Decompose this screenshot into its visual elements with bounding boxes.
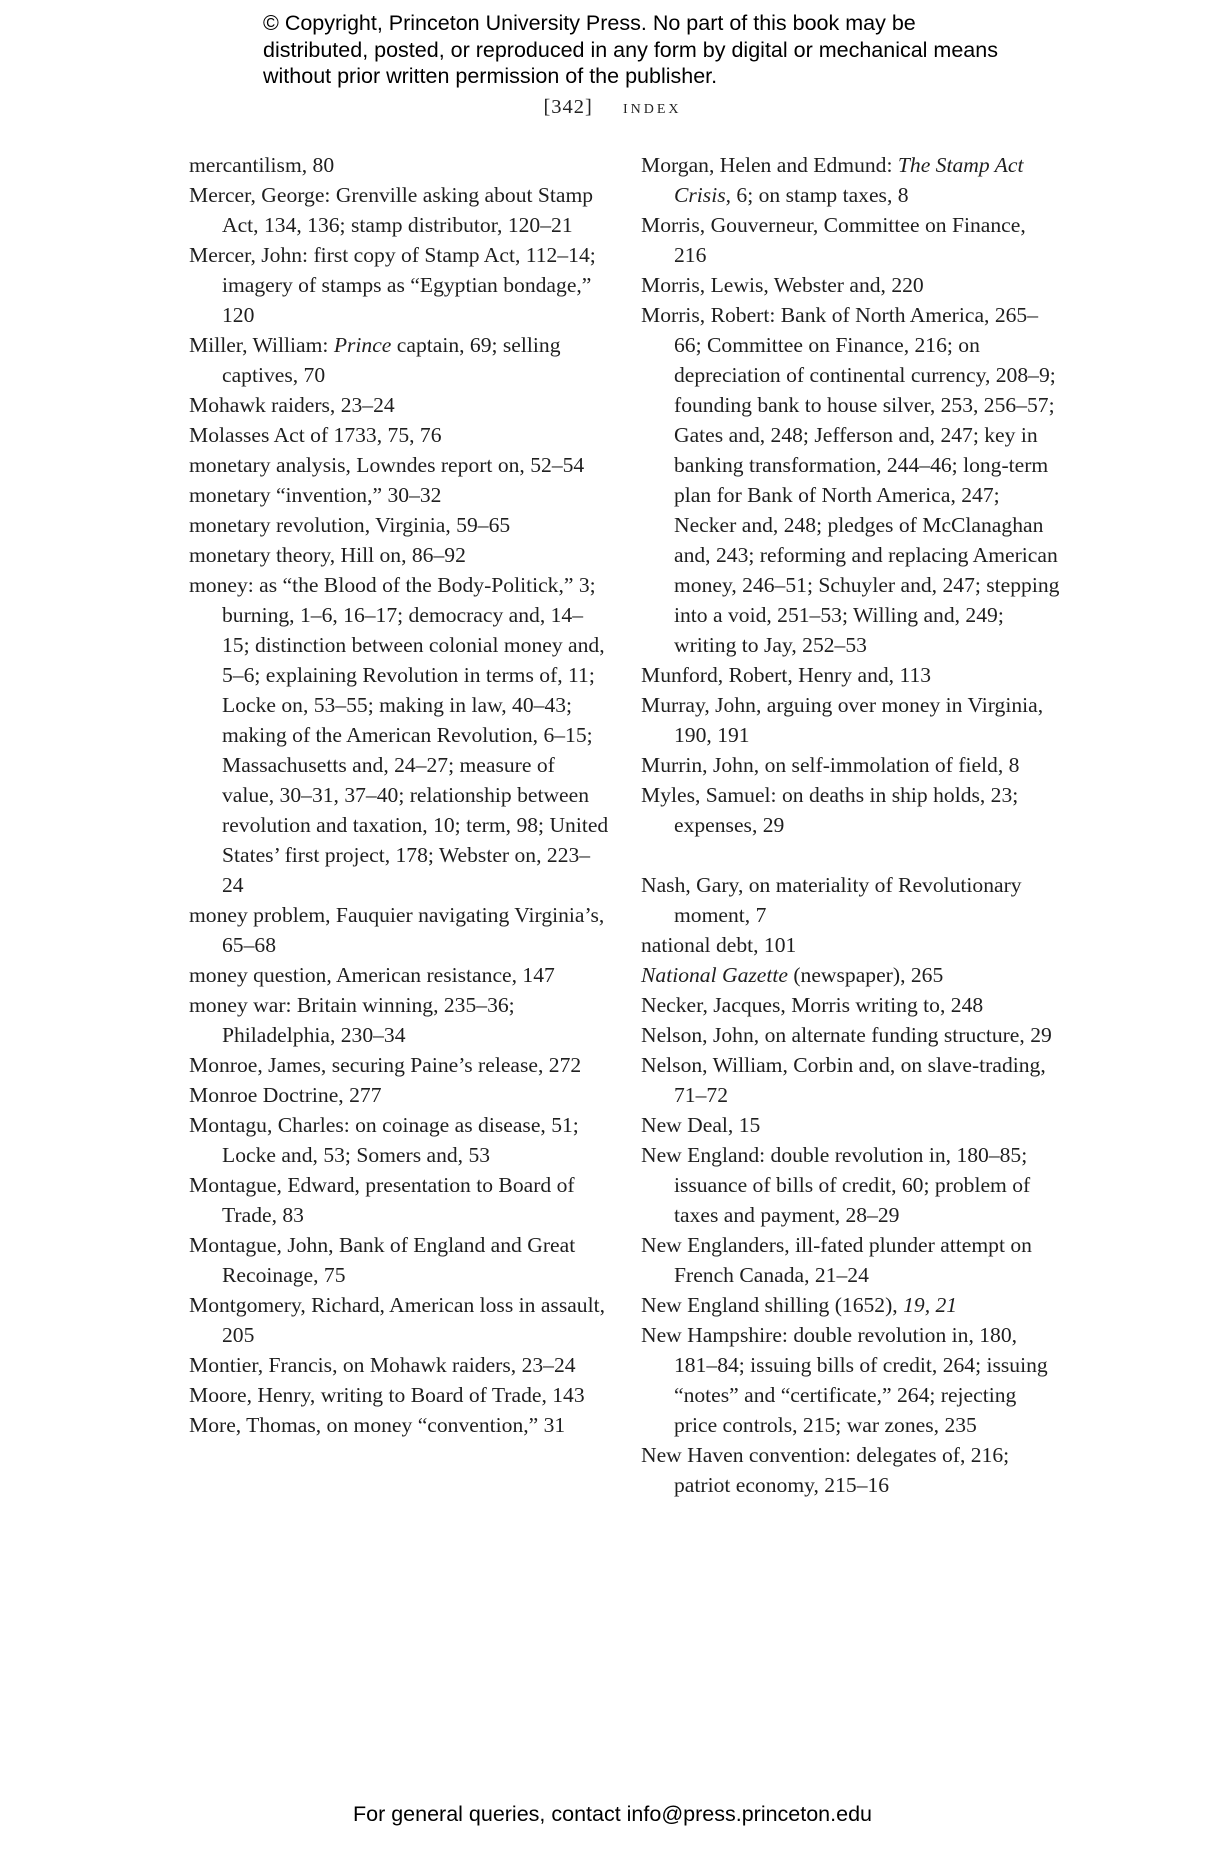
index-entry-text: monetary “invention,” 30–32 — [189, 483, 442, 507]
index-entry — [189, 180, 609, 240]
index-entry — [641, 1050, 1061, 1110]
index-entry-text: money problem, Fauquier navigating Virginia’s, 65–68 — [189, 903, 605, 957]
index-entry-text: Morris, Robert: Bank of North America, 265–66; Committee on Finance, 216; on depreciation of continental currency, 208–9; founding bank to house silver, 253, 256–57; Gates and, 248; Jefferson and, 247; key in banking transformation, 244–46; long-term plan for Bank of North America, 247; Necker and, 248; pledges of McClanaghan and, 243; reforming and replacing American money, 246–51; Schuyler and, 247; stepping into a void, 251–53; Willing and, 249; writing to Jay, 252–53 — [641, 303, 1060, 657]
index-entry — [641, 1110, 1061, 1140]
index-entry-text: New Englanders, ill-fated plunder attempt on French Canada, 21–24 — [641, 1233, 1032, 1287]
index-entry-text: monetary theory, Hill on, 86–92 — [189, 543, 466, 567]
index-entry-text: monetary revolution, Virginia, 59–65 — [189, 513, 511, 537]
index-entry — [641, 150, 1061, 210]
index-entry — [189, 390, 609, 420]
index-entry — [189, 960, 609, 990]
index-entry-text: Morgan, Helen and Edmund: — [641, 153, 898, 177]
index-entry-text: New England shilling (1652), — [641, 1293, 904, 1317]
index-entry — [189, 420, 609, 450]
running-head — [0, 96, 1225, 119]
index-entry — [189, 1410, 609, 1440]
index-entry-text: money question, American resistance, 147 — [189, 963, 555, 987]
index-entry — [189, 1350, 609, 1380]
index-entry — [641, 750, 1061, 780]
index-entry-text: Molasses Act of 1733, 75, 76 — [189, 423, 442, 447]
index-entry-text: , 6; on stamp taxes, 8 — [725, 183, 909, 207]
index-column-left — [189, 150, 609, 1440]
index-entry — [641, 270, 1061, 300]
index-entry-text: Montier, Francis, on Mohawk raiders, 23–24 — [189, 1353, 576, 1377]
index-entry — [189, 1230, 609, 1290]
index-entry — [641, 780, 1061, 840]
index-entry — [641, 870, 1061, 930]
index-entry-text: Mercer, George: Grenville asking about Stamp Act, 134, 136; stamp distributor, 120–21 — [189, 183, 594, 237]
index-entry — [189, 900, 609, 960]
index-entry-text: New England: double revolution in, 180–85; issuance of bills of credit, 60; problem of taxes and payment, 28–29 — [641, 1143, 1031, 1227]
index-entry-text: Nelson, John, on alternate funding structure, 29 — [641, 1023, 1052, 1047]
index-entry — [641, 300, 1061, 660]
index-entry-italic: National Gazette — [641, 963, 788, 987]
index-entry — [641, 1290, 1061, 1320]
index-entry-text: Montagu, Charles: on coinage as disease, 51; Locke and, 53; Somers and, 53 — [189, 1113, 579, 1167]
index-entry-text: Monroe Doctrine, 277 — [189, 1083, 382, 1107]
index-entry — [189, 1290, 609, 1350]
page-number: [342] — [543, 96, 593, 118]
index-entry-text: Miller, William: — [189, 333, 334, 357]
index-entry — [189, 1170, 609, 1230]
index-entry — [641, 990, 1061, 1020]
index-entry-text: money war: Britain winning, 235–36; Philadelphia, 230–34 — [189, 993, 515, 1047]
index-entry-text: Montague, Edward, presentation to Board of Trade, 83 — [189, 1173, 575, 1227]
index-entry-text: Murray, John, arguing over money in Virginia, 190, 191 — [641, 693, 1044, 747]
index-entry — [189, 990, 609, 1050]
index-entry-text: Munford, Robert, Henry and, 113 — [641, 663, 932, 687]
section-title: index — [622, 96, 682, 118]
index-entry — [189, 450, 609, 480]
index-entry-text: New Haven convention: delegates of, 216; patriot economy, 215–16 — [641, 1443, 1010, 1497]
index-entry-text: mercantilism, 80 — [189, 153, 335, 177]
index-entry — [189, 150, 609, 180]
index-entry — [641, 930, 1061, 960]
index-entry — [189, 570, 609, 900]
index-entry-text: Mercer, John: first copy of Stamp Act, 112–14; imagery of stamps as “Egyptian bondage,” 120 — [189, 243, 596, 327]
index-entry — [641, 1440, 1061, 1500]
index-entry — [189, 1050, 609, 1080]
index-entry — [189, 240, 609, 330]
index-entry-text: money: as “the Blood of the Body-Politick,” 3; burning, 1–6, 16–17; democracy and, 14–15; distinction between colonial money and, 5–6; explaining Revolution in terms of, 11; Locke on, 53–55; making in law, 40–43; making of the American Revolution, 6–15; Massachusetts and, 24–27; measure of value, 30–31, 37–40; relationship between revolution and taxation, 10; term, 98; United States’ first project, 178; Webster on, 223–24 — [189, 573, 609, 897]
index-entry — [641, 690, 1061, 750]
index-entry — [189, 1080, 609, 1110]
index-entry — [189, 480, 609, 510]
index-entry-text: New Hampshire: double revolution in, 180, 181–84; issuing bills of credit, 264; issuing “notes” and “certificate,” 264; rejecting price controls, 215; war zones, 235 — [641, 1323, 1048, 1437]
copyright-notice: © Copyright, Princeton University Press. No part of this book may be distributed, posted, or reproduced in any form by digital or mechanical means without prior written permission of the publisher. — [263, 11, 998, 88]
index-entry-text: captain, 69; selling captives, 70 — [222, 333, 561, 387]
index-entry-text: Monroe, James, securing Paine’s release, 272 — [189, 1053, 582, 1077]
index-entry — [189, 540, 609, 570]
index-column-right — [641, 150, 1061, 1500]
index-entry-text: More, Thomas, on money “convention,” 31 — [189, 1413, 566, 1437]
index-entry-text: New Deal, 15 — [641, 1113, 761, 1137]
footer-contact: For general queries, contact info@press.princeton.edu — [352, 1802, 872, 1826]
index-entry-text: Mohawk raiders, 23–24 — [189, 393, 395, 417]
index-entry-text: Montague, John, Bank of England and Great Recoinage, 75 — [189, 1233, 576, 1287]
index-entry-text: Morris, Lewis, Webster and, 220 — [641, 273, 924, 297]
index-entry-text: Myles, Samuel: on deaths in ship holds, 23; expenses, 29 — [641, 783, 1019, 837]
index-entry-text: national debt, 101 — [641, 933, 797, 957]
index-entry-italic: 19, 21 — [903, 1293, 958, 1317]
index-entry — [641, 210, 1061, 270]
index-entry — [641, 960, 1061, 990]
index-entry-text: Morris, Gouverneur, Committee on Finance, 216 — [641, 213, 1026, 267]
index-entry-italic: Prince — [333, 333, 392, 357]
index-entry-italic: The Stamp Act Crisis — [674, 153, 1024, 207]
index-entry — [189, 330, 609, 390]
index-entry-text: Moore, Henry, writing to Board of Trade, 143 — [189, 1383, 585, 1407]
index-entry — [641, 1140, 1061, 1230]
index-entry-text: Montgomery, Richard, American loss in assault, 205 — [189, 1293, 606, 1347]
index-entry-text: monetary analysis, Lowndes report on, 52–54 — [189, 453, 585, 477]
index-entry — [641, 660, 1061, 690]
index-entry-text: Nash, Gary, on materiality of Revolutionary moment, 7 — [641, 873, 1022, 927]
index-entry — [641, 1230, 1061, 1290]
index-entry — [641, 1020, 1061, 1050]
index-entry — [189, 1380, 609, 1410]
index-entry-text: (newspaper), 265 — [787, 963, 944, 987]
index-entry-text: Nelson, William, Corbin and, on slave-trading, 71–72 — [641, 1053, 1046, 1107]
index-entry — [189, 1110, 609, 1170]
index-entry-text: Necker, Jacques, Morris writing to, 248 — [641, 993, 984, 1017]
index-entry-text: Murrin, John, on self-immolation of field, 8 — [641, 753, 1020, 777]
index-entry — [641, 1320, 1061, 1440]
index-entry — [189, 510, 609, 540]
